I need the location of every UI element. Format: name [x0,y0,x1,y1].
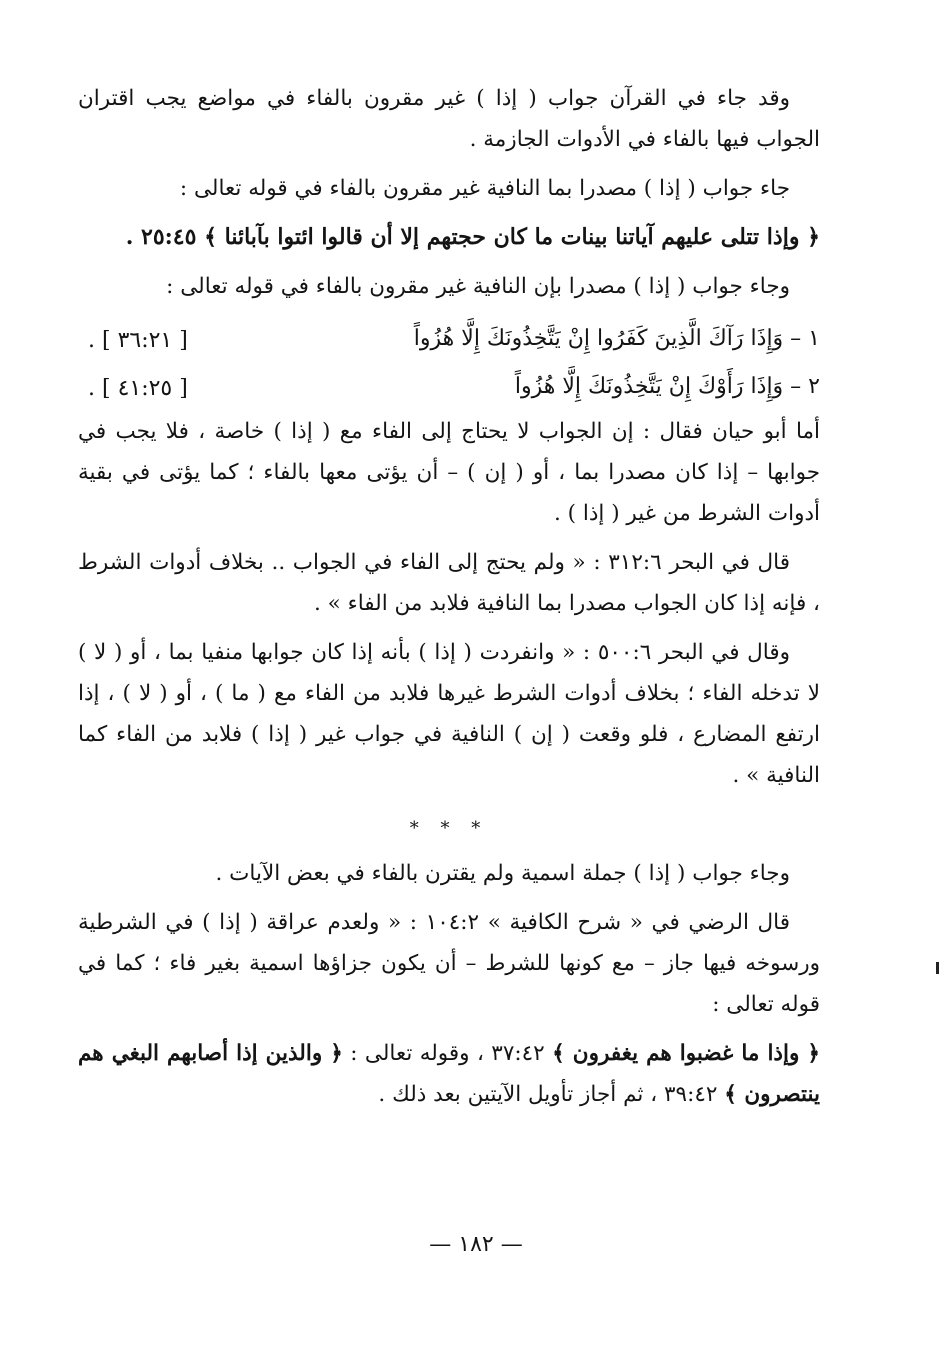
verse-reference: [ ٤١:٢٥ ] . [88,376,188,401]
verse-text: ٢ – وَإِذَا رَأَوْكَ إِنْ يَتَّخِذُونَكَ إِلَّا هُزُواً [514,374,820,399]
paragraph-intro: وقد جاء في القرآن جواب ( إذا ) غير مقرون بالفاء في مواضع يجب اقتران الجواب فيها بالفاء في الأدوات الجازمة . [78,86,820,152]
numbered-verse-2 [78,363,820,411]
page-number: — ١٨٢ — [429,1232,523,1257]
paragraph-abu-hayyan: أما أبو حيان فقال : إن الجواب لا يحتاج إلى الفاء مع ( إذا ) خاصة ، فلا يجب في جوابها – إذا كان مصدرا بما ، أو ( إن ) – أن يؤتى معها بالفاء ؛ كما يؤتى في بقية أدوات الشرط من غير ( إذا ) . [78,419,820,526]
verse-reference: ٣٧:٤٢ ، وقوله تعالى : [342,1041,553,1066]
quran-verse-42-39: ﴿ والذين إذا أصابهم البغي هم ينتصرون ﴾ [78,1041,820,1107]
paragraph-radi-quote: قال الرضي في « شرح الكافية » ١٠٤:٢ : « ولعدم عراقة ( إذا ) في الشرطية ورسوخه فيها جاز – مع كونها للشرط – أن يكون جزاؤها اسمية بغير فاء ؛ كما في قوله تعالى : [78,910,820,1017]
paragraph-bahr-quote-1: قال في البحر ٣١٢:٦ : « ولم يحتج إلى الفاء في الجواب .. بخلاف أدوات الشرط ، فإنه إذا كان الجواب مصدرا بما النافية فلابد من الفاء » . [78,550,820,616]
margin-mark [936,962,939,974]
verse-reference: [ ٣٦:٢١ ] . [88,328,188,353]
paragraph-verses-42 [78,1033,820,1115]
section-separator: * * * [409,818,489,839]
closing-text: ٣٩:٤٢ ، ثم أجاز تأويل الآيتين بعد ذلك . [378,1082,725,1107]
paragraph-nominal-answer: وجاء جواب ( إذا ) جملة اسمية ولم يقترن بالفاء في بعض الآيات . [215,861,790,886]
quran-verse-45-25: ﴿ وإذا تتلى عليهم آياتنا بينات ما كان حجتهم إلا أن قالوا ائتوا بآبائنا ﴾ ٢٥:٤٥ . [125,224,820,250]
paragraph-in-nafia: وجاء جواب ( إذا ) مصدرا بإن النافية غير مقرون بالفاء في قوله تعالى : [166,274,790,299]
verse-text: ١ – وَإِذَا رَآكَ الَّذِينَ كَفَرُوا إِنْ يَتَّخِذُونَكَ إِلَّا هُزُواً [413,326,820,351]
page-body [78,78,820,1278]
numbered-verse-1 [78,315,820,363]
paragraph-bahr-quote-2: وقال في البحر ٥٠٠:٦ : « وانفردت ( إذا ) بأنه إذا كان جوابها منفيا بما ، أو ( لا ) لا تدخله الفاء ؛ بخلاف أدوات الشرط غيرها فلابد من الفاء مع ( ما ) ، أو ( لا ) ، إذا ارتفع المضارع ، فلو وقعت ( إن ) النافية في جواب غير ( إذا ) فلابد من الفاء كما النافية » . [78,640,820,788]
paragraph-ma-nafia: جاء جواب ( إذا ) مصدرا بما النافية غير مقرون بالفاء في قوله تعالى : [179,176,790,201]
quran-verse-42-37: ﴿ وإذا ما غضبوا هم يغفرون ﴾ [552,1041,820,1066]
